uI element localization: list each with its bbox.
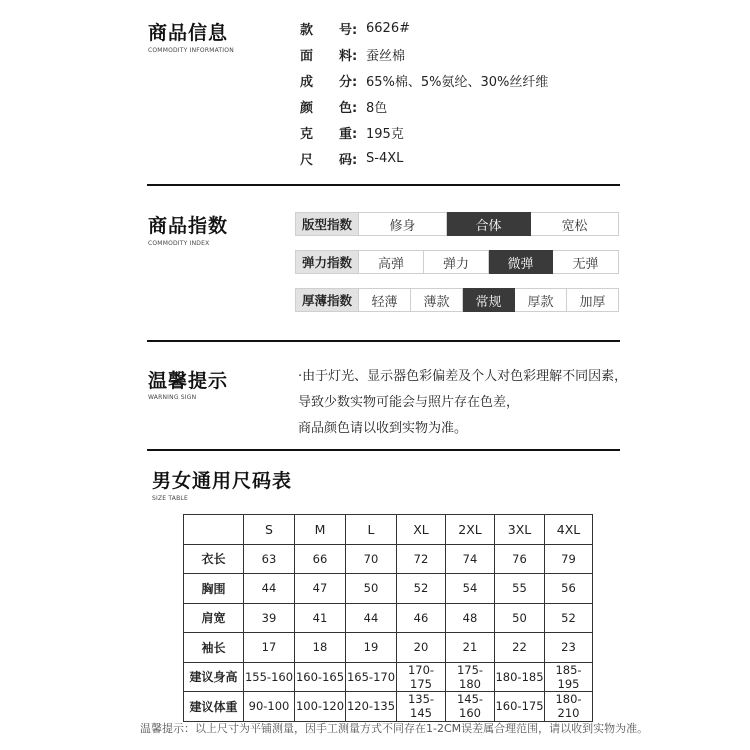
index-title: 商品指数 [148,215,229,237]
table-cell: 39 [244,603,295,633]
info-label: 尺 码: [300,152,358,168]
table-cell: 74 [446,544,495,574]
table-row [184,633,593,663]
table-cell: 100-120 [295,692,346,722]
index-label: 版型指数 [295,212,359,236]
table-cell: 120-135 [346,692,397,722]
info-label: 面 料: [300,48,358,64]
table-cell: 21 [446,633,495,663]
table-cell: 17 [244,633,295,663]
table-header-cell: M [295,515,346,545]
table-cell: 155-160 [244,662,295,692]
tips-title: 温馨提示 [148,370,229,392]
table-row [184,662,593,692]
table-cell: 47 [295,574,346,604]
info-row [300,145,548,171]
table-cell: 145-160 [446,692,495,722]
info-title: 商品信息 [148,22,229,44]
table-cell: 180-185 [495,662,545,692]
table-cell: 79 [545,544,593,574]
size-table [183,514,593,722]
table-header-cell: 4XL [545,515,593,545]
info-label: 成 分: [300,74,358,90]
info-value: 65%棉、5%氨纶、30%丝纤维 [366,74,549,90]
table-cell: 165-170 [346,662,397,692]
table-row [184,692,593,722]
index-option: 弹力 [424,250,489,274]
index-subtitle: COMMODITY INDEX [148,240,210,247]
table-header-cell: XL [397,515,446,545]
table-cell: 23 [545,633,593,663]
table-header-cell: 3XL [495,515,545,545]
table-cell: 175-180 [446,662,495,692]
divider [147,449,620,451]
info-row [300,119,548,145]
info-row [300,15,548,41]
table-row [184,574,593,604]
tips-line: ·由于灯光、显示器色彩偏差及个人对色彩理解不同因素， [298,369,628,384]
tips-text [298,364,627,442]
table-row-header: 胸围 [184,574,244,604]
table-cell: 180-210 [545,692,593,722]
table-cell: 48 [446,603,495,633]
table-cell: 50 [495,603,545,633]
divider [147,184,620,186]
info-subtitle: COMMODITY INFORMATION [148,47,234,54]
info-value: 195克 [366,126,404,142]
index-option: 薄款 [411,288,463,312]
index-option: 高弹 [359,250,424,274]
size-table-title: 男女通用尺码表 [152,470,293,492]
table-cell: 170-175 [397,662,446,692]
table-cell: 72 [397,544,446,574]
index-option: 加厚 [567,288,619,312]
index-option: 厚款 [515,288,567,312]
table-cell: 90-100 [244,692,295,722]
info-value: 6626# [366,20,410,36]
table-cell: 44 [346,603,397,633]
table-cell: 46 [397,603,446,633]
table-cell: 160-175 [495,692,545,722]
table-cell: 52 [545,603,593,633]
index-option-selected: 合体 [447,212,531,236]
index-option: 修身 [359,212,447,236]
table-row-header: 建议体重 [184,692,244,722]
index-label: 厚薄指数 [295,288,359,312]
size-table-subtitle: SIZE TABLE [152,495,188,502]
info-value: 8色 [366,100,388,116]
table-cell: 63 [244,544,295,574]
table-row [184,603,593,633]
index-option-selected: 常规 [463,288,515,312]
table-cell: 54 [446,574,495,604]
divider [147,340,620,342]
table-header-cell: L [346,515,397,545]
table-row [184,544,593,574]
table-cell: 18 [295,633,346,663]
table-cell: 41 [295,603,346,633]
table-cell: 70 [346,544,397,574]
table-cell: 44 [244,574,295,604]
tips-subtitle: WARNING SIGN [148,394,197,401]
table-cell: 20 [397,633,446,663]
info-value: 蚕丝棉 [366,48,406,64]
index-option: 轻薄 [359,288,411,312]
info-value: S-4XL [366,150,404,166]
footnote: 温馨提示：以上尺寸为平铺测量，因手工测量方式不同存在1-2CM误差属合理范围，请以收到实物为准。 [140,722,649,735]
table-cell: 76 [495,544,545,574]
table-cell: 135-145 [397,692,446,722]
table-row-header: 衣长 [184,544,244,574]
info-row [300,93,548,119]
table-cell: 50 [346,574,397,604]
info-row [300,41,548,67]
info-label: 款 号: [300,22,358,38]
info-label: 颜 色: [300,100,358,116]
index-option-selected: 微弹 [489,250,553,274]
table-row-header: 建议身高 [184,662,244,692]
table-header-row [184,515,593,545]
table-header-cell: S [244,515,295,545]
info-label: 克 重: [300,126,358,142]
index-row-fit [295,212,619,236]
table-cell: 22 [495,633,545,663]
table-cell: 55 [495,574,545,604]
table-cell: 66 [295,544,346,574]
table-cell: 56 [545,574,593,604]
table-cell: 160-165 [295,662,346,692]
table-row-header: 肩宽 [184,603,244,633]
table-cell [184,515,244,545]
index-label: 弹力指数 [295,250,359,274]
table-header-cell: 2XL [446,515,495,545]
table-cell: 19 [346,633,397,663]
tips-line: 导致少数实物可能会与照片存在色差， [298,395,520,410]
table-row-header: 袖长 [184,633,244,663]
table-cell: 52 [397,574,446,604]
index-option: 宽松 [531,212,619,236]
tips-line: 商品颜色请以收到实物为准。 [298,421,468,436]
index-option: 无弹 [553,250,619,274]
info-row [300,67,548,93]
info-list [300,15,548,171]
table-cell: 185-195 [545,662,593,692]
index-row-elasticity [295,250,619,274]
index-row-thickness [295,288,619,312]
